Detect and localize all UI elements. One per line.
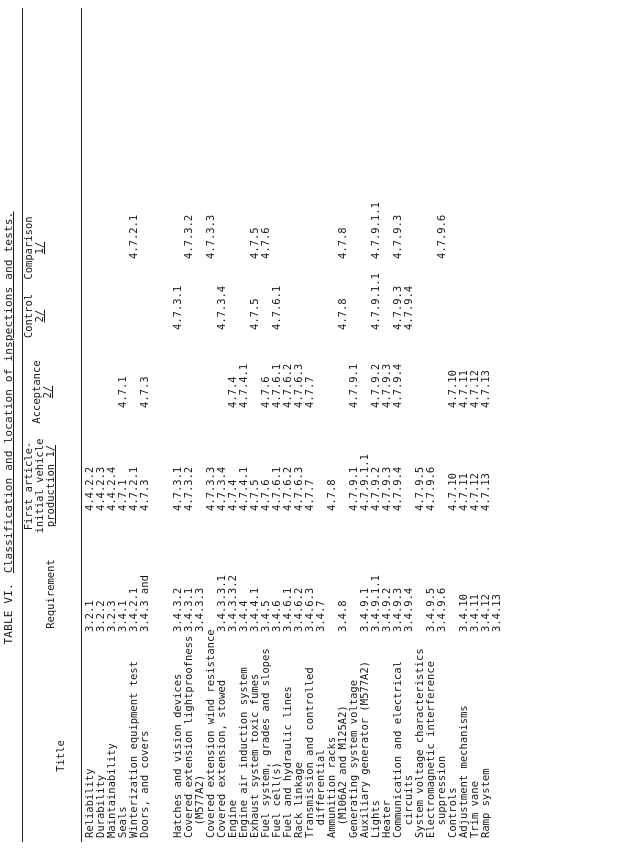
- comparison-column: 4.7.2.1 4.7.3.2 4.7.3.3 4.7.5 4.7.6 4.7.8 4.7.9.1.1 4.7.9.3 4.7.9.6: [128, 202, 448, 259]
- header-first-article-line3: production 1/: [45, 444, 57, 528]
- header-first-article-line1: First article-: [23, 441, 35, 531]
- control-column: 4.7.3.1 4.7.3.4 4.7.5 4.7.6.1 4.7.8 4.7.9.1.1 4.7.9.3 4.7.9.4: [172, 273, 415, 330]
- table-number: TABLE VI.: [2, 583, 15, 645]
- header-comparison-line1: Comparison: [23, 216, 35, 280]
- header-comparison-footnote: 1/: [34, 241, 46, 255]
- title-column: Reliability Durability Maintainability Seals Winterization equipment test Doors, and covers Hatches and vision devices Covered extension lightproofness (M577A2) Covered extension wind resistance Covered extension, stowed Engine Engine air induction system Exhaust system toxic fumes Fuel system, grades and slopes Fuel cell(s) Fuel and hydraulic lines Rack linkage Transmission and controlled differential Ammunition racks (M106A2 and M125A2) Generating system voltage Auxiliary generator (M577A2) Lights Heater Communication and electrical circuits System voltage characteristics Electromagnetic interference suppression Controls Adjustment mechanisms Trim vane Ramp system: [84, 629, 492, 838]
- header-control-footnote: 2/: [34, 309, 46, 323]
- table-title: Classification and location of inspections and tests.: [2, 211, 15, 574]
- header-first-article-line2: initial vehicle: [34, 438, 46, 534]
- acceptance-column: 4.7.1 4.7.3 4.7.4 4.7.4.1 4.7.6 4.7.6.1 4.7.6.2 4.7.6.3 4.7.7 4.7.9.1 4.7.9.2 4.7.9.3 4.7.9.4 4.7.10 4.7.11 4.7.12 4.7.13: [117, 363, 492, 408]
- header-acceptance-line1: Acceptance: [31, 360, 43, 424]
- header-acceptance-footnote: 2/: [42, 385, 54, 399]
- header-comparison: [24, 188, 46, 308]
- header-rule: [81, 8, 82, 842]
- table-caption: [2, 0, 15, 856]
- header-control-line1: Control: [23, 293, 35, 339]
- requirement-column: 3.2.1 3.2.2 3.2.3 3.4.1 3.4.2.1 3.4.3 and 3.4.3.2 3.4.3.1 3.4.3.3 3.4.3.3.1 3.4.3.3.2 3.4.4 3.4.4.1 3.4.5 3.4.6 3.4.6.1 3.4.6.2 3.4.6.3 3.4.7 3.4.8 3.4.9.1 3.4.9.1.1 3.4.9.2 3.4.9.3 3.4.9.4 3.4.9.5 3.4.9.6 3.4.10 3.4.11 3.4.12 3.4.13: [84, 575, 503, 632]
- header-title: Title: [55, 740, 67, 772]
- first-article-column: 4.4.2.2 4.4.2.3 4.4.2.4 4.7.1 4.7.2.1 4.7.3 4.7.3.1 4.7.3.2 4.7.3.3 4.7.3.4 4.7.4 4.7.4.1 4.7.5 4.7.6 4.7.6.1 4.7.6.2 4.7.6.3 4.7.7 4.7.8 4.7.9.1 4.7.9.1.1 4.7.9.2 4.7.9.3 4.7.9.4 4.7.9.5 4.7.9.6 4.7.10 4.7.11 4.7.12 4.7.13: [84, 454, 492, 511]
- top-rule: [22, 8, 23, 842]
- header-requirement: Requirement: [45, 559, 57, 629]
